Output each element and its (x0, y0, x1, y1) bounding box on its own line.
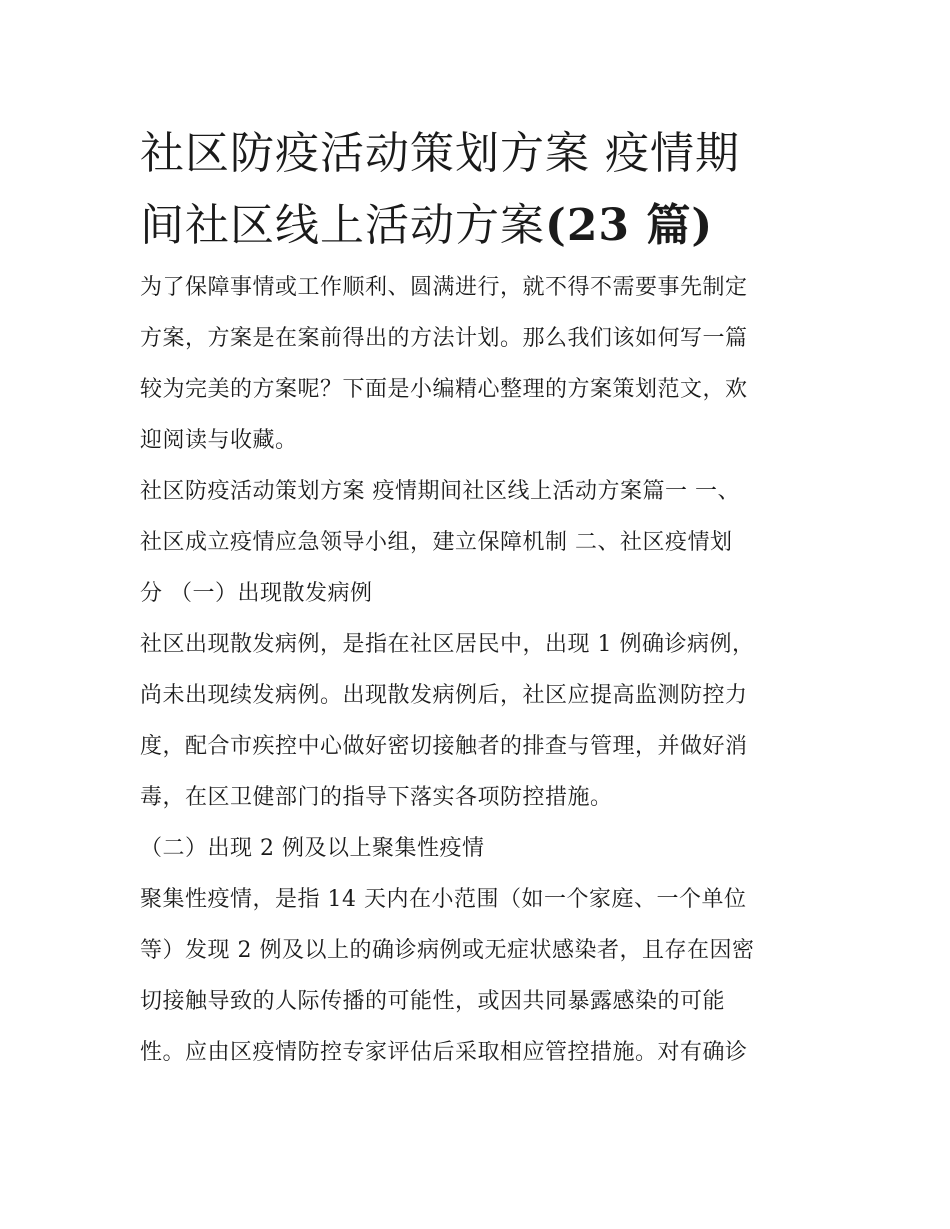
text-line: 社区成立疫情应急领导小组，建立保障机制 二、社区疫情划 (140, 530, 733, 555)
text-line: 社区防疫活动策划方案 疫情期间社区线上活动方案篇一 一、 (140, 479, 740, 504)
cluster-paragraph (140, 874, 812, 1078)
cluster-subheading: （二）出现 2 例及以上聚集性疫情 (140, 836, 485, 861)
text-line: 分 （一）出现散发病例 (140, 581, 373, 606)
text-line: 性。应由区疫情防控专家评估后采取相应管控措施。对有确诊 (140, 1040, 748, 1065)
section-intro-paragraph (140, 466, 812, 619)
text-line: 较为完美的方案呢？下面是小编精心整理的方案策划范文，欢 (140, 377, 748, 402)
text-line: 切接触导致的人际传播的可能性，或因共同暴露感染的可能 (140, 989, 726, 1014)
title-line-2 (140, 190, 812, 262)
text-line: 迎阅读与收藏。 (140, 428, 298, 453)
title-line-1: 社区防疫活动策划方案 疫情期 (140, 128, 740, 179)
text-line: 为了保障事情或工作顺利、圆满进行，就不得不需要事先制定 (140, 275, 748, 300)
intro-paragraph (140, 262, 812, 466)
document-body (140, 118, 812, 1078)
text-line: 尚未出现续发病例。出现散发病例后，社区应提高监测防控力 (140, 683, 748, 708)
text-line: 方案，方案是在案前得出的方法计划。那么我们该如何写一篇 (140, 326, 748, 351)
text-line: 毒，在区卫健部门的指导下落实各项防控措施。 (140, 785, 613, 810)
title-line-2-text: 间社区线上活动方案 (140, 200, 545, 251)
title-article-count: (23 篇) (545, 200, 714, 251)
text-line: 社区出现散发病例，是指在社区居民中，出现 1 例确诊病例， (140, 632, 755, 657)
text-line: 度，配合市疾控中心做好密切接触者的排查与管理，并做好消 (140, 734, 748, 759)
text-line: 聚集性疫情，是指 14 天内在小范围（如一个家庭、一个单位 (140, 887, 747, 912)
sporadic-case-paragraph (140, 619, 812, 823)
document-title (140, 118, 812, 262)
text-line: 等）发现 2 例及以上的确诊病例或无症状感染者，且存在因密 (140, 938, 755, 963)
